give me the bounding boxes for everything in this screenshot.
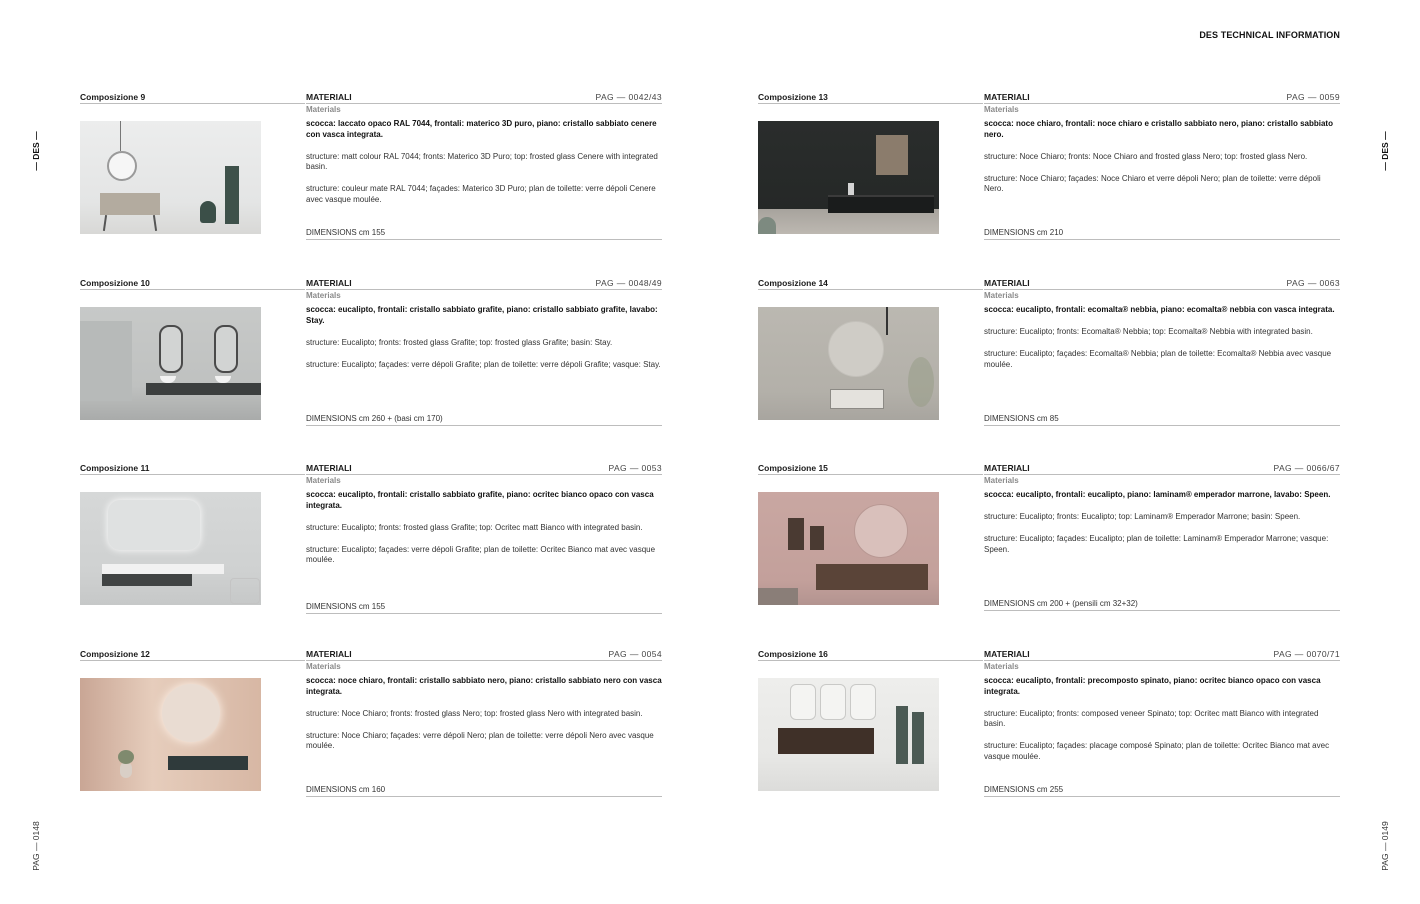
composition-photo	[758, 121, 939, 234]
composition-title: Composizione 16	[758, 649, 983, 661]
header-title: DES TECHNICAL INFORMATION	[1199, 30, 1340, 40]
composition-photo	[80, 121, 261, 234]
materials-english-text: structure: Eucalipto; fronts: frosted glass Grafite; top: Ocritec matt Bianco with integrated basin.	[306, 522, 643, 532]
materials-french-text: structure: couleur mate RAL 7044; façades: Materico 3D Puro; plan de toilette: verre dépoli Cenere avec vasque moulée.	[306, 184, 656, 204]
materials-description	[306, 119, 662, 217]
composition-entry-10	[80, 278, 662, 430]
materials-main-text: scocca: noce chiaro, frontali: noce chiaro e cristallo sabbiato nero, piano: cristallo sabbiato nero.	[984, 119, 1333, 139]
materials-header	[984, 649, 1340, 661]
materials-header	[306, 463, 662, 475]
materials-description	[984, 119, 1340, 206]
materials-header	[306, 649, 662, 661]
sidebar-label-right: — DES —	[1380, 131, 1390, 171]
materials-sublabel: Materials	[984, 476, 1019, 485]
materiali-label: MATERIALI	[984, 278, 1030, 288]
materials-description	[306, 490, 662, 577]
materials-sublabel: Materials	[984, 662, 1019, 671]
page-reference: PAG — 0054	[608, 649, 662, 659]
materials-main-text: scocca: eucalipto, frontali: cristallo sabbiato grafite, piano: cristallo sabbiato grafite, lavabo: Stay.	[306, 305, 658, 325]
composition-photo	[80, 678, 261, 791]
page-number-left: PAG — 0148	[31, 821, 41, 871]
page-reference: PAG — 0042/43	[595, 92, 662, 102]
dimensions: DIMENSIONS cm 200 + (pensili cm 32+32)	[984, 599, 1340, 611]
composition-photo	[758, 307, 939, 420]
composition-photo	[758, 678, 939, 791]
materials-main-text: scocca: eucalipto, frontali: precomposto spinato, piano: ocritec bianco opaco con vasca integrata.	[984, 676, 1321, 696]
materials-english-text: structure: Eucalipto; fronts: composed veneer Spinato; top: Ocritec matt Bianco with integrated basin.	[984, 708, 1319, 728]
composition-title: Composizione 10	[80, 278, 305, 290]
composition-title: Composizione 11	[80, 463, 305, 475]
materials-french-text: structure: Noce Chiaro; façades: Noce Chiaro et verre dépoli Nero; plan de toilette: verre dépoli Nero.	[984, 173, 1321, 193]
composition-entry-11	[80, 463, 662, 615]
dimensions: DIMENSIONS cm 85	[984, 414, 1340, 426]
page-reference: PAG — 0063	[1286, 278, 1340, 288]
dimensions: DIMENSIONS cm 255	[984, 785, 1340, 797]
page-reference: PAG — 0053	[608, 463, 662, 473]
materials-main-text: scocca: eucalipto, frontali: eucalipto, piano: laminam® emperador marrone, lavabo: Speen.	[984, 490, 1331, 499]
composition-entry-12	[80, 649, 662, 801]
materiali-label: MATERIALI	[306, 649, 352, 659]
materials-sublabel: Materials	[306, 105, 341, 114]
materials-english-text: structure: Eucalipto; fronts: frosted glass Grafite; top: frosted glass Grafite; basin: Stay.	[306, 337, 613, 347]
materials-french-text: structure: Eucalipto; façades: Ecomalta® Nebbia; plan de toilette: Ecomalta® Nebbia avec vasque moulée.	[984, 349, 1332, 369]
materials-header	[306, 278, 662, 290]
materials-sublabel: Materials	[306, 476, 341, 485]
materials-french-text: structure: Eucalipto; façades: Eucalipto; plan de toilette: Laminam® Emperador Marrone; vasque: Speen.	[984, 534, 1329, 554]
page-reference: PAG — 0070/71	[1273, 649, 1340, 659]
materiali-label: MATERIALI	[306, 463, 352, 473]
materials-description	[306, 676, 662, 763]
composition-photo	[80, 307, 261, 420]
materials-sublabel: Materials	[984, 105, 1019, 114]
materials-sublabel: Materials	[984, 291, 1019, 300]
materiali-label: MATERIALI	[984, 463, 1030, 473]
composition-photo	[758, 492, 939, 605]
dimensions: DIMENSIONS cm 260 + (basi cm 170)	[306, 414, 662, 426]
materials-english-text: structure: Noce Chiaro; fronts: frosted glass Nero; top: frosted glass Nero with integrated basin.	[306, 708, 643, 718]
dimensions: DIMENSIONS cm 155	[306, 228, 662, 240]
materiali-label: MATERIALI	[984, 92, 1030, 102]
composition-entry-16	[758, 649, 1340, 801]
composition-photo	[80, 492, 261, 605]
materials-main-text: scocca: eucalipto, frontali: cristallo sabbiato grafite, piano: ocritec bianco opaco con vasca integrata.	[306, 490, 654, 510]
materials-french-text: structure: Eucalipto; façades: verre dépoli Grafite; plan de toilette: verre dépoli Grafite; vasque: Stay.	[306, 359, 661, 369]
materials-english-text: structure: matt colour RAL 7044; fronts: Materico 3D Puro; top: frosted glass Cenere with integrated basin.	[306, 151, 658, 171]
dimensions: DIMENSIONS cm 155	[306, 602, 662, 614]
materials-header	[306, 92, 662, 104]
composition-title: Composizione 9	[80, 92, 305, 104]
page-reference: PAG — 0059	[1286, 92, 1340, 102]
materials-english-text: structure: Eucalipto; fronts: Ecomalta® Nebbia; top: Ecomalta® Nebbia with integrated basin.	[984, 327, 1313, 336]
materials-english-text: structure: Eucalipto; fronts: Eucalipto; top: Laminam® Emperador Marrone; basin: Speen.	[984, 512, 1301, 521]
composition-title: Composizione 13	[758, 92, 983, 104]
materials-english-text: structure: Noce Chiaro; fronts: Noce Chiaro and frosted glass Nero; top: frosted glass Nero.	[984, 151, 1308, 161]
materials-description	[984, 490, 1340, 567]
materials-sublabel: Materials	[306, 662, 341, 671]
materials-main-text: scocca: noce chiaro, frontali: cristallo sabbiato nero, piano: cristallo sabbiato nero con vasca integrata.	[306, 676, 662, 696]
materiali-label: MATERIALI	[306, 92, 352, 102]
materials-header	[984, 92, 1340, 104]
materials-sublabel: Materials	[306, 291, 341, 300]
materials-main-text: scocca: laccato opaco RAL 7044, frontali: materico 3D puro, piano: cristallo sabbiato cenere con vasca integrata.	[306, 119, 657, 139]
dimensions: DIMENSIONS cm 160	[306, 785, 662, 797]
materials-header	[984, 278, 1340, 290]
composition-entry-9	[80, 92, 662, 244]
materiali-label: MATERIALI	[306, 278, 352, 288]
materials-description	[306, 305, 662, 382]
page-number-right: PAG — 0149	[1380, 821, 1390, 871]
composition-entry-14	[758, 278, 1340, 430]
dimensions: DIMENSIONS cm 210	[984, 228, 1340, 240]
composition-title: Composizione 14	[758, 278, 983, 290]
materiali-label: MATERIALI	[984, 649, 1030, 659]
composition-entry-15	[758, 463, 1340, 615]
composition-entry-13	[758, 92, 1340, 244]
materials-main-text: scocca: eucalipto, frontali: ecomalta® nebbia, piano: ecomalta® nebbia con vasca integrata.	[984, 305, 1335, 314]
materials-header	[984, 463, 1340, 475]
materials-french-text: structure: Eucalipto; façades: placage composé Spinato; plan de toilette: Ocritec Bianco mat avec vasque moulée.	[984, 741, 1330, 761]
materials-french-text: structure: Eucalipto; façades: verre dépoli Grafite; plan de toilette: Ocritec Bianco mat avec vasque moulée.	[306, 544, 656, 564]
page-reference: PAG — 0066/67	[1273, 463, 1340, 473]
materials-description	[984, 676, 1340, 774]
materials-description	[984, 305, 1340, 382]
composition-title: Composizione 12	[80, 649, 305, 661]
materials-french-text: structure: Noce Chiaro; façades: verre dépoli Nero; plan de toilette: verre dépoli Nero avec vasque moulée.	[306, 730, 654, 750]
page-reference: PAG — 0048/49	[595, 278, 662, 288]
sidebar-label-left: — DES —	[31, 131, 41, 171]
composition-title: Composizione 15	[758, 463, 983, 475]
